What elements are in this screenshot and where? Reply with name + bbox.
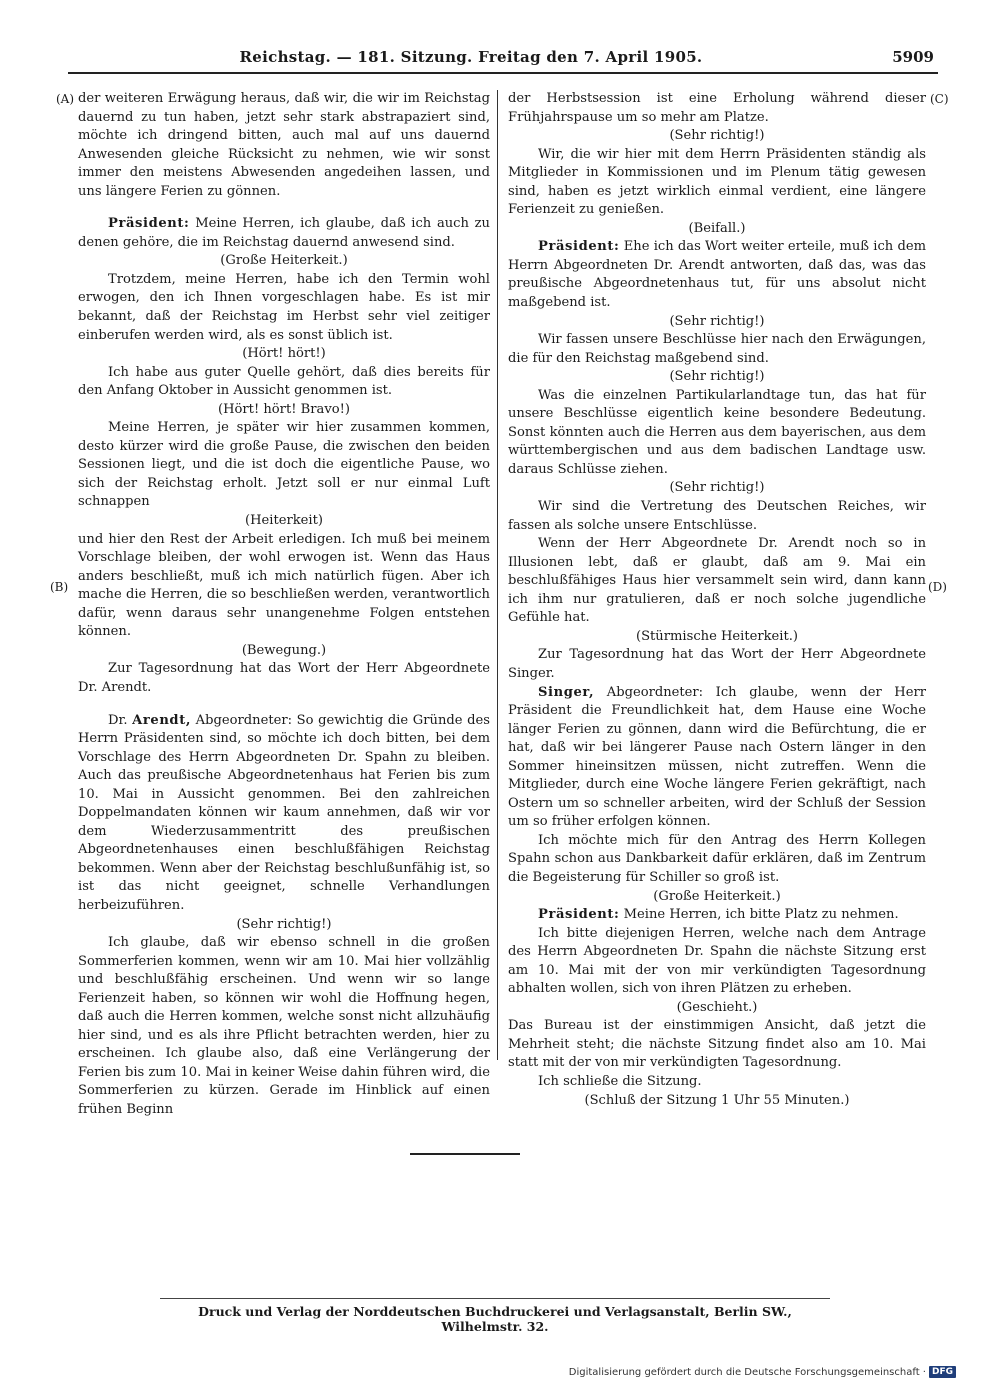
speech-text: Ehe ich das Wort weiter erteile, muß ich dem Herrn Abgeordneten Dr. Arendt antworten, daß das, was das preußische Abgeordnetenhaus tut, für uns absolut nicht maßgebend ist. bbox=[508, 239, 927, 311]
interjection: (Sehr richtig!) bbox=[236, 916, 332, 932]
paragraph bbox=[78, 215, 490, 252]
interjection: (Sehr richtig!) bbox=[669, 480, 765, 496]
interjection: (Sehr richtig!) bbox=[669, 128, 765, 144]
interjection: (Schluß der Sitzung 1 Uhr 55 Minuten.) bbox=[584, 1092, 850, 1108]
margin-marker-a: (A) bbox=[56, 92, 75, 106]
paragraph bbox=[508, 906, 926, 925]
speech-text: Abgeordneter: Ich glaube, wenn der Herr Präsident die Freundlichkeit hat, dem Hause eine Woche länger Ferien zu gönnen, dann wird die Befürchtung, die er hat, daß wir bei längerer Pause nach Ostern länger in den Sommer hineinsitzen müssen, nicht zutreffen. Wenn die Mitglieder, durch eine Woche längere Ferien gekräftigt, nach Ostern um so schneller arbeiten, wird der Schluß der Session um so früher erfolgen können. bbox=[508, 684, 926, 830]
column-divider bbox=[497, 90, 498, 1060]
paragraph: der weiteren Erwägung heraus, daß wir, die wir im Reichstag dauernd zu tun haben, jetzt sehr stark abstrapaziert sind, möchte ich dringend bitten, auch mal auf uns dauernd Anwesenden gleiche Rücksicht zu nehmen, wie wir sonst immer den meistens Abwesenden angedeihen lassen, und uns längere Ferien zu gönnen. bbox=[78, 91, 490, 199]
paragraph: Trotzdem, meine Herren, habe ich den Termin wohl erwogen, den ich Ihnen vorgeschlagen habe. Es ist mir bekannt, daß der Reichstag im Herbst sehr viel zeitiger einberufen werden wird, als es sonst üblich ist. bbox=[78, 271, 490, 343]
speaker-name: Präsident: bbox=[108, 216, 190, 232]
paragraph: Wir, die wir hier mit dem Herrn Präsidenten ständig als Mitglieder in Kommissionen und im Plenum tätig gewesen sind, haben es jetzt wirklich einmal verdient, eine längere Ferienzeit zu genießen. bbox=[508, 146, 926, 218]
funding-note bbox=[569, 1366, 956, 1378]
paragraph: Ich möchte mich für den Antrag des Herrn Kollegen Spahn schon aus Dankbarkeit dafür erklären, daß im Zentrum die Begeisterung für Schiller so groß ist. bbox=[508, 832, 926, 885]
paragraph bbox=[508, 238, 926, 312]
speech-text: Meine Herren, ich glaube, daß ich auch zu denen gehöre, die im Reichstag dauernd anwesend sind. bbox=[78, 216, 490, 250]
paragraph: Wenn der Herr Abgeordnete Dr. Arendt noch so in Illusionen lebt, daß er glaubt, daß am 9. Mai ein beschlußfähiges Haus hier versammelt sein wird, dann kann ich ihm nur gratulieren, daß er noch solche jugendliche Gefühle hat. bbox=[508, 536, 926, 626]
speaker-name: Präsident: bbox=[538, 239, 620, 255]
speech-text: Abgeordneter: So gewichtig die Gründe des Herrn Präsidenten sind, so möchte ich doch bitten, bei dem Vorschlage des Herrn Abgeordneten Dr. Spahn zu bleiben. Auch das preußische Abgeordnetenhaus hat Ferien bis zum 10. Mai in Aussicht genommen. Bei den zahlreichen Doppelmandaten können wir kaum annehmen, daß wir vor dem Wiederzusammentritt des preußischen Abgeordnetenhauses einen beschlußfähigen Reichstag bekommen. Wenn aber der Reichstag beschlußunfähig ist, so ist das nicht geeignet, schnelle Verhandlungen herbeizuführen. bbox=[78, 712, 490, 913]
interjection: (Große Heiterkeit.) bbox=[653, 888, 781, 904]
paragraph: Wir fassen unsere Beschlüsse hier nach den Erwägungen, die für den Reichstag maßgebend sind. bbox=[508, 332, 926, 366]
header-title: Reichstag. — 181. Sitzung. Freitag den 7. April 1905. bbox=[239, 48, 703, 66]
speaker-name: Arendt, bbox=[132, 712, 191, 728]
speaker-title: Dr. bbox=[108, 712, 128, 728]
paragraph: Ich bitte diejenigen Herren, welche nach dem Antrage des Herrn Abgeordneten Dr. Spahn die nächste Sitzung erst am 10. Mai mit der von mir verkündigten Tagesordnung abhalten wollen, sich von ihren Plätzen zu erheben. bbox=[508, 925, 926, 997]
paragraph: Zur Tagesordnung hat das Wort der Herr Abgeordnete Dr. Arendt. bbox=[78, 661, 490, 695]
interjection: (Große Heiterkeit.) bbox=[220, 253, 348, 269]
imprint-line: Druck und Verlag der Norddeutschen Buchdruckerei und Verlagsanstalt, Berlin SW., Wilhelmstr. 32. bbox=[198, 1304, 792, 1334]
paragraph: Ich schließe die Sitzung. bbox=[538, 1073, 702, 1089]
interjection: (Sehr richtig!) bbox=[669, 313, 765, 329]
paragraph: Was die einzelnen Partikularlandtage tun, das hat für unsere Beschlüsse eigentlich keine besondere Bedeutung. Sonst könnten auch die Herren aus dem bayerischen, aus dem württembergischen und aus dem badischen Landtage usw. daraus Schlüsse ziehen. bbox=[508, 387, 926, 477]
left-column bbox=[78, 90, 490, 1120]
interjection: (Hört! hört!) bbox=[242, 346, 326, 362]
interjection: (Hört! hört! Bravo!) bbox=[218, 401, 350, 417]
end-rule bbox=[410, 1153, 520, 1155]
page-number: 5909 bbox=[892, 48, 934, 66]
funding-text: Digitalisierung gefördert durch die Deutsche Forschungsgemeinschaft · bbox=[568, 1366, 926, 1378]
paragraph: Wir sind die Vertretung des Deutschen Reiches, wir fassen als solche unsere Entschlüsse. bbox=[508, 499, 926, 533]
interjection: (Heiterkeit) bbox=[245, 513, 323, 529]
margin-marker-b: (B) bbox=[50, 580, 69, 594]
paragraph: der Herbstsession ist eine Erholung während dieser Frühjahrspause um so mehr am Platze. bbox=[508, 91, 926, 125]
interjection: (Geschieht.) bbox=[676, 999, 758, 1015]
paragraph bbox=[508, 684, 926, 832]
interjection: (Bewegung.) bbox=[241, 642, 327, 658]
paragraph bbox=[78, 712, 490, 916]
margin-marker-d: (D) bbox=[928, 580, 947, 594]
running-header bbox=[68, 48, 934, 66]
interjection: (Beifall.) bbox=[688, 220, 746, 236]
dfg-logo-icon: DFG bbox=[929, 1366, 956, 1378]
interjection: (Stürmische Heiterkeit.) bbox=[635, 628, 799, 644]
footer-rule bbox=[160, 1298, 830, 1299]
margin-marker-c: (C) bbox=[930, 92, 949, 106]
paragraph: Ich glaube, daß wir ebenso schnell in die großen Sommerferien kommen, wenn wir am 10. Mai hier vollzählig und beschlußfähig erscheinen. Und wenn wir so lange Ferienzeit haben, so können wir wohl die Hoffnung hegen, daß auch die Herren kommen, welche sonst nicht allzuhäufig hier sind, und es als ihre Pflicht betrachten werden, hier zu erscheinen. Ich glaube also, daß eine Verlängerung der Ferien bis zum 10. Mai in keiner Weise dahin führen wird, die Sommerferien zu kürzen. Gerade im Hinblick auf einen frühen Beginn bbox=[78, 935, 490, 1117]
speaker-name: Singer, bbox=[538, 684, 595, 700]
paragraph: Ich habe aus guter Quelle gehört, daß dies bereits für den Anfang Oktober in Aussicht genommen ist. bbox=[78, 364, 490, 399]
paragraph: Zur Tagesordnung hat das Wort der Herr Abgeordnete Singer. bbox=[508, 647, 926, 681]
interjection: (Sehr richtig!) bbox=[669, 369, 765, 385]
header-rule bbox=[68, 72, 938, 74]
speech-text: Meine Herren, ich bitte Platz zu nehmen. bbox=[623, 907, 899, 923]
paragraph: und hier den Rest der Arbeit erledigen. Ich muß bei meinem Vorschlage bleiben, der wohl erwogen ist. Wenn das Haus anders beschließt, muß ich mich natürlich fügen. Aber ich mache die Herren, die so beschließen werden, verantwortlich dafür, wenn daraus sehr unangenehme Folgen entstehen können. bbox=[78, 531, 490, 640]
paragraph: Meine Herren, je später wir hier zusammen kommen, desto kürzer wird die große Pause, die zwischen den beiden Sessionen liegt, und die ist doch die eigentliche Pause, wo sich der Reichstag erholt. Jetzt soll er nur einmal Luft schnappen bbox=[78, 420, 490, 510]
speaker-name: Präsident: bbox=[538, 907, 620, 923]
paragraph: Das Bureau ist der einstimmigen Ansicht, daß jetzt die Mehrheit steht; die nächste Sitzung findet also am 10. Mai statt mit der von mir verkündigten Tagesordnung. bbox=[508, 1018, 926, 1071]
right-column bbox=[508, 90, 926, 1110]
